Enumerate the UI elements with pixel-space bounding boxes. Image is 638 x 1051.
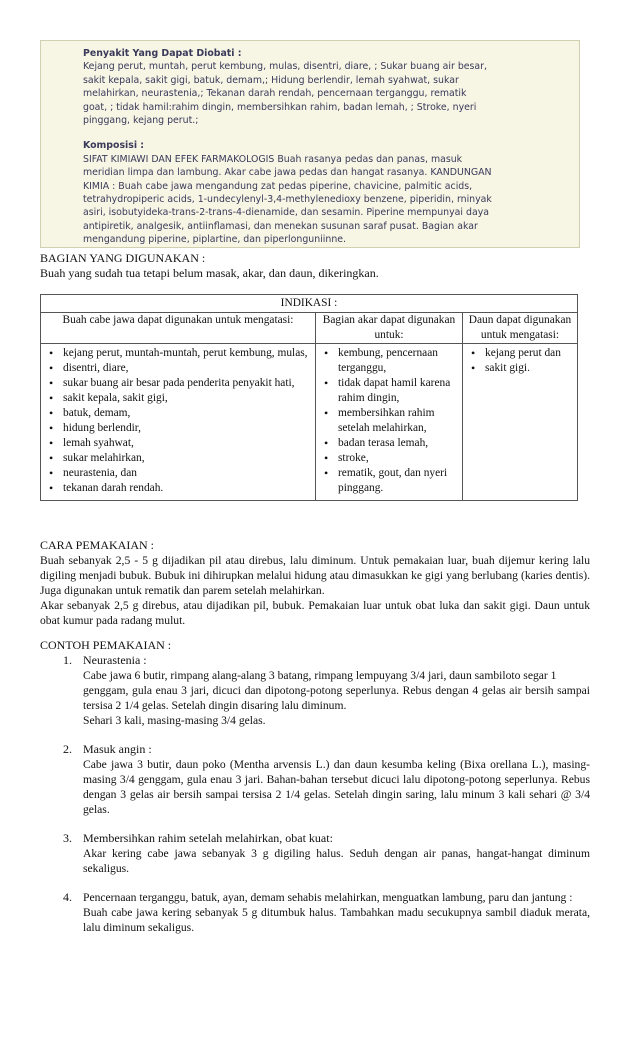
examples-heading: CONTOH PEMAKAIAN : <box>40 638 172 652</box>
list-item: • stroke, <box>338 451 458 466</box>
column-header-fruit: Buah cabe jawa dapat digunakan untuk mengatasi: <box>41 313 316 344</box>
list-item: • membersihkan rahim setelah melahirkan, <box>338 406 458 436</box>
list-item: • kejang perut, muntah-muntah, perut kembung, mulas, <box>63 346 311 361</box>
list-item: • sakit gigi. <box>485 361 573 376</box>
indications-table <box>40 294 578 501</box>
parts-used-heading: BAGIAN YANG DIGUNAKAN : <box>40 251 206 265</box>
diseases-heading: Penyakit Yang Dapat Diobati : <box>83 48 242 59</box>
example-number: 2. <box>63 742 72 756</box>
diseases-line: pinggang, kejang perut.; <box>83 115 199 127</box>
list-item: • batuk, demam, <box>63 406 311 421</box>
example-item <box>63 742 590 817</box>
usage-paragraph: Akar sebanyak 2,5 g direbus, atau dijadikan pil, bubuk. Pemakaian luar untuk obat luka dan sakit gigi. Daun untuk obat kumur pada radang mulut. <box>40 599 590 627</box>
list-item: • tidak dapat hamil karena rahim dingin, <box>338 376 458 406</box>
list-item: • disentri, diare, <box>63 361 311 376</box>
example-number: 3. <box>63 831 72 845</box>
example-line: genggam, gula enau 3 jari, dicuci dan dipotong-potong seperlunya. Rebus dengan 4 gelas air bersih sampai tersisa 2 1/4 gelas. Setelah dingin disaring lalu diminum. <box>83 684 590 712</box>
usage-paragraph: Buah sebanyak 2,5 - 5 g dijadikan pil atau direbus, lalu diminum. Untuk pemakaian luar, buah dijemur kering lalu digiling menjadi bubuk. Bubuk ini dihirupkan melalui hidung atau dimasukkan ke gigi yang berlubang (karies dentis). Juga digunakan untuk rematik dan parem setelah melahirkan. <box>40 554 590 597</box>
example-line: Buah cabe jawa kering sebanyak 5 g ditumbuk halus. Tambahkan madu secukupnya sambil diaduk merata, lalu diminum sekaligus. <box>83 906 590 934</box>
composition-heading: Komposisi : <box>83 140 145 152</box>
leaf-indications-list <box>463 346 577 376</box>
composition-line: SIFAT KIMIAWI DAN EFEK FARMAKOLOGIS Buah rasanya pedas dan panas, masuk <box>83 153 463 165</box>
fruit-indications-cell <box>41 344 316 501</box>
composition-line: antipiretik, analgesik, antiinflamasi, dan menekan susunan saraf pusat. Bagian akar <box>83 220 478 232</box>
composition-line: asiri, isobutyideka-trans-2-trans-4-dienamide, dan sesamin. Piperine mempunyai daya <box>83 207 489 219</box>
list-item: • hidung berlendir, <box>63 421 311 436</box>
list-item: • sukar melahirkan, <box>63 451 311 466</box>
example-item <box>63 831 590 876</box>
composition-line: tetrahydropiperic acids, 1-undecylenyl-3,4-methylenedioxy benzene, piperidin, rninyak <box>83 194 492 206</box>
example-title: Masuk angin : <box>83 742 152 756</box>
column-header-leaf: Daun dapat digunakan untuk mengatasi: <box>463 313 578 344</box>
parts-used-text: Buah yang sudah tua tetapi belum masak, akar, dan daun, dikeringkan. <box>40 266 379 280</box>
composition-line: meridian limpa dan lambung. Akar cabe jawa pedas dan hangat rasanya. KANDUNGAN <box>83 167 492 179</box>
column-header-root: Bagian akar dapat digunakan untuk: <box>316 313 463 344</box>
diseases-line: melahirkan, neurastenia,; Tekanan darah rendah, pencernaan terganggu, rematik <box>83 88 467 100</box>
examples-list <box>63 653 590 935</box>
list-item: • kejang perut dan <box>485 346 573 361</box>
example-line: Cabe jawa 3 butir, daun poko (Mentha arvensis L.) dan daun kesumba keling (Bixa orellana L.), masing-masing 3/4 genggam, gula enau 3 jari. Bahan-bahan tersebut dicuci lalu dipotong-potong seperlunya. Rebus dengan 3 gelas air bersih sampai tersisa 2 1/4 gelas. Setelah dingin saring, lalu minum 3 kali sehari @ 3/4 gelas. <box>83 758 590 816</box>
list-item: • neurastenia, dan <box>63 466 311 481</box>
example-number: 1. <box>63 653 72 667</box>
list-item: • sukar buang air besar pada penderita penyakit hati, <box>63 376 311 391</box>
example-title: Neurastenia : <box>83 653 147 667</box>
fruit-indications-list <box>41 346 315 496</box>
list-item: • kembung, pencernaan terganggu, <box>338 346 458 376</box>
parts-used-section <box>40 251 379 281</box>
info-box-content <box>83 47 553 247</box>
list-item: • rematik, gout, dan nyeri pinggang. <box>338 466 458 496</box>
list-item: • tekanan darah rendah. <box>63 481 311 496</box>
examples-section <box>40 638 590 935</box>
composition-line: mengandung piperine, piplartine, dan piperlonguniinne. <box>83 234 347 246</box>
example-number: 4. <box>63 890 72 904</box>
example-title: Membersihkan rahim setelah melahirkan, obat kuat: <box>83 831 333 845</box>
root-indications-cell <box>316 344 463 501</box>
diseases-line: Kejang perut, muntah, perut kembung, mulas, disentri, diare, ; Sukar buang air besar, <box>83 61 488 73</box>
info-box <box>40 40 580 248</box>
composition-line: KIMIA : Buah cabe jawa mengandung zat pedas piperine, chavicine, palmitic acids, <box>83 180 473 192</box>
example-line: Cabe jawa 6 butir, rimpang alang-alang 3 batang, rimpang lempuyang 3/4 jari, daun sambiloto segar 1 <box>83 669 557 682</box>
usage-section <box>40 538 590 628</box>
leaf-indications-cell <box>463 344 578 501</box>
diseases-line: sakit kepala, sakit gigi, batuk, demam,; Hidung berlendir, lemah syahwat, sukar <box>83 74 459 86</box>
list-item: • lemah syahwat, <box>63 436 311 451</box>
example-item <box>63 890 590 935</box>
example-line: Akar kering cabe jawa sebanyak 3 g digiling halus. Seduh dengan air panas, hangat-hangat diminum sekaligus. <box>83 847 590 875</box>
indications-title: INDIKASI : <box>41 295 578 313</box>
list-item: • sakit kepala, sakit gigi, <box>63 391 311 406</box>
root-indications-list <box>316 346 462 496</box>
list-item: • badan terasa lemah, <box>338 436 458 451</box>
usage-heading: CARA PEMAKAIAN : <box>40 538 155 552</box>
diseases-line: goat, ; tidak hamil:rahim dingin, membersihkan rahim, badan lemah, ; Stroke, nyeri <box>83 101 477 113</box>
example-title: Pencernaan terganggu, batuk, ayan, demam sehabis melahirkan, menguatkan lambung, paru dan jantung : <box>83 891 573 904</box>
example-line: Sehari 3 kali, masing-masing 3/4 gelas. <box>83 714 266 727</box>
example-item <box>63 653 590 728</box>
